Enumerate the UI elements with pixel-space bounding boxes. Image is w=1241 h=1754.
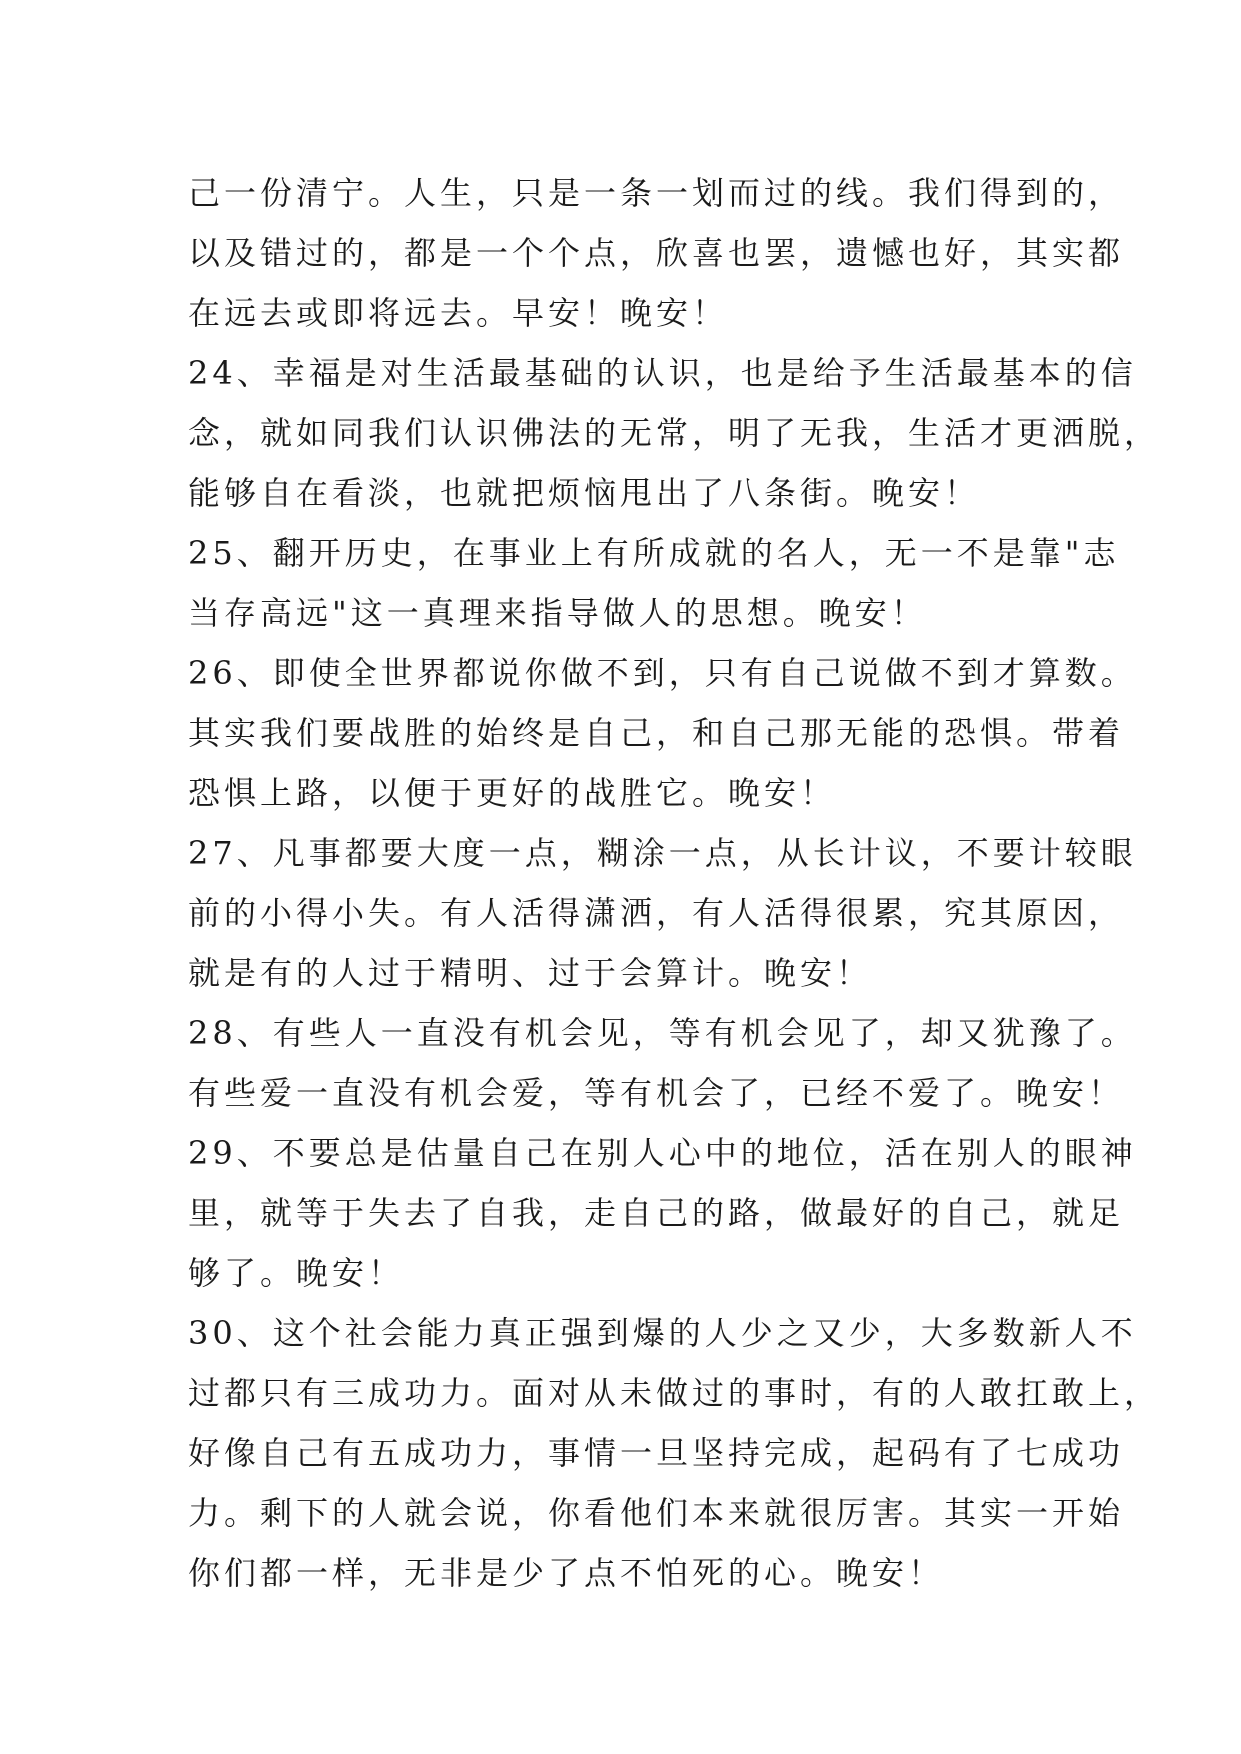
text-line-6: 能够自在看淡，也就把烦恼甩出了八条街。晚安！ — [188, 474, 981, 512]
text-line-8: 当存高远"这一真理来指导做人的思想。晚安！ — [188, 594, 927, 632]
text-line-3: 在远去或即将远去。早安！晚安！ — [188, 294, 729, 332]
text-line-1: 己一份清宁。人生，只是一条一划而过的线。我们得到的， — [188, 174, 1125, 212]
text-line-4: 24、幸福是对生活最基础的认识，也是给予生活最基本的信 — [188, 354, 1137, 392]
text-line-14: 就是有的人过于精明、过于会算计。晚安！ — [188, 954, 873, 992]
text-line-12: 27、凡事都要大度一点，糊涂一点，从长计议，不要计较眼 — [188, 834, 1137, 872]
text-line-20: 30、这个社会能力真正强到爆的人少之又少，大多数新人不 — [188, 1314, 1137, 1352]
text-line-18: 里，就等于失去了自我，走自己的路，做最好的自己，就足 — [188, 1194, 1125, 1232]
text-line-11: 恐惧上路，以便于更好的战胜它。晚安！ — [188, 774, 837, 812]
text-line-15: 28、有些人一直没有机会见，等有机会见了，却又犹豫了。 — [188, 1014, 1137, 1052]
text-line-17: 29、不要总是估量自己在别人心中的地位，活在别人的眼神 — [188, 1134, 1137, 1172]
text-line-5: 念，就如同我们认识佛法的无常，明了无我，生活才更洒脱， — [188, 414, 1161, 452]
text-line-23: 力。剩下的人就会说，你看他们本来就很厉害。其实一开始 — [188, 1494, 1125, 1532]
text-line-21: 过都只有三成功力。面对从未做过的事时，有的人敢扛敢上， — [188, 1374, 1161, 1412]
text-line-13: 前的小得小失。有人活得潇洒，有人活得很累，究其原因， — [188, 894, 1125, 932]
text-line-10: 其实我们要战胜的始终是自己，和自己那无能的恐惧。带着 — [188, 714, 1125, 752]
text-line-9: 26、即使全世界都说你做不到，只有自己说做不到才算数。 — [188, 654, 1137, 692]
text-line-16: 有些爱一直没有机会爱，等有机会了，已经不爱了。晚安！ — [188, 1074, 1125, 1112]
text-line-22: 好像自己有五成功力，事情一旦坚持完成，起码有了七成功 — [188, 1434, 1125, 1472]
text-line-7: 25、翻开历史，在事业上有所成就的名人，无一不是靠"志 — [188, 534, 1120, 572]
body-text — [188, 163, 1161, 1603]
text-line-2: 以及错过的，都是一个个点，欣喜也罢，遗憾也好，其实都 — [188, 234, 1125, 272]
text-line-24: 你们都一样，无非是少了点不怕死的心。晚安！ — [188, 1554, 945, 1592]
text-line-19: 够了。晚安！ — [188, 1254, 405, 1292]
